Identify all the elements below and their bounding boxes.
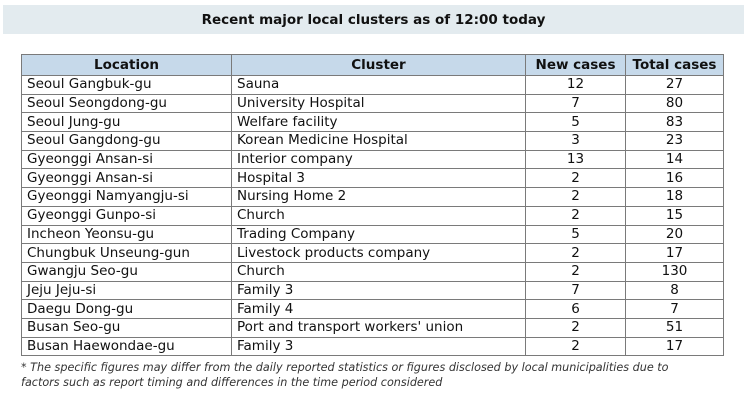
cell-location: Seoul Gangdong-gu — [22, 132, 232, 151]
cell-total-cases: 15 — [626, 206, 724, 225]
table-row — [22, 225, 724, 244]
column-header-total-cases: Total cases — [626, 55, 724, 76]
cell-location: Busan Haewondae-gu — [22, 337, 232, 356]
cell-new-cases: 7 — [526, 94, 626, 113]
page-title: Recent major local clusters as of 12:00 today — [201, 11, 546, 28]
table-row — [22, 76, 724, 95]
cell-new-cases: 2 — [526, 318, 626, 337]
cell-total-cases: 23 — [626, 132, 724, 151]
cell-cluster: University Hospital — [232, 94, 526, 113]
table-row — [22, 206, 724, 225]
table-row — [22, 262, 724, 281]
cell-location: Gyeonggi Ansan-si — [22, 169, 232, 188]
cell-new-cases: 2 — [526, 169, 626, 188]
cell-total-cases: 14 — [626, 150, 724, 169]
table-row — [22, 169, 724, 188]
cell-new-cases: 5 — [526, 113, 626, 132]
cell-new-cases: 6 — [526, 300, 626, 319]
cell-cluster: Family 3 — [232, 281, 526, 300]
cell-cluster: Trading Company — [232, 225, 526, 244]
cell-total-cases: 80 — [626, 94, 724, 113]
table-row — [22, 281, 724, 300]
cell-total-cases: 83 — [626, 113, 724, 132]
cell-total-cases: 16 — [626, 169, 724, 188]
cell-new-cases: 2 — [526, 188, 626, 207]
cell-cluster: Hospital 3 — [232, 169, 526, 188]
cell-location: Chungbuk Unseung-gun — [22, 244, 232, 263]
cell-total-cases: 18 — [626, 188, 724, 207]
cell-location: Gyeonggi Ansan-si — [22, 150, 232, 169]
page-title-bar — [3, 5, 744, 34]
footnote: * The specific figures may differ from the daily reported statistics or figures disclosed by local municipalities due to factors such as report timing and differences in the time period considered — [21, 361, 669, 389]
cell-location: Busan Seo-gu — [22, 318, 232, 337]
table-row — [22, 188, 724, 207]
table-row — [22, 337, 724, 356]
cell-location: Gyeonggi Gunpo-si — [22, 206, 232, 225]
cell-total-cases: 17 — [626, 337, 724, 356]
cell-total-cases: 130 — [626, 262, 724, 281]
cell-new-cases: 12 — [526, 76, 626, 95]
cell-total-cases: 20 — [626, 225, 724, 244]
cell-cluster: Nursing Home 2 — [232, 188, 526, 207]
cell-new-cases: 5 — [526, 225, 626, 244]
cell-new-cases: 2 — [526, 337, 626, 356]
cell-total-cases: 17 — [626, 244, 724, 263]
column-header-new-cases: New cases — [526, 55, 626, 76]
cell-cluster: Church — [232, 262, 526, 281]
cell-cluster: Family 3 — [232, 337, 526, 356]
cell-total-cases: 51 — [626, 318, 724, 337]
cell-cluster: Sauna — [232, 76, 526, 95]
cell-new-cases: 13 — [526, 150, 626, 169]
cell-cluster: Korean Medicine Hospital — [232, 132, 526, 151]
table-row — [22, 300, 724, 319]
table-row — [22, 113, 724, 132]
table-body — [22, 76, 724, 356]
table-row — [22, 94, 724, 113]
cell-total-cases: 8 — [626, 281, 724, 300]
cell-location: Seoul Seongdong-gu — [22, 94, 232, 113]
cell-location: Incheon Yeonsu-gu — [22, 225, 232, 244]
cell-location: Gwangju Seo-gu — [22, 262, 232, 281]
cell-new-cases: 2 — [526, 262, 626, 281]
clusters-table — [21, 54, 724, 356]
cell-cluster: Interior company — [232, 150, 526, 169]
cell-total-cases: 27 — [626, 76, 724, 95]
table-header-row — [22, 55, 724, 76]
cell-location: Seoul Gangbuk-gu — [22, 76, 232, 95]
cell-new-cases: 2 — [526, 244, 626, 263]
cell-new-cases: 3 — [526, 132, 626, 151]
column-header-location: Location — [22, 55, 232, 76]
cell-new-cases: 7 — [526, 281, 626, 300]
cell-cluster: Livestock products company — [232, 244, 526, 263]
table-row — [22, 244, 724, 263]
cell-location: Daegu Dong-gu — [22, 300, 232, 319]
cell-cluster: Family 4 — [232, 300, 526, 319]
cell-location: Gyeonggi Namyangju-si — [22, 188, 232, 207]
cell-new-cases: 2 — [526, 206, 626, 225]
table-row — [22, 150, 724, 169]
cell-total-cases: 7 — [626, 300, 724, 319]
cell-cluster: Welfare facility — [232, 113, 526, 132]
table-row — [22, 132, 724, 151]
cell-location: Jeju Jeju-si — [22, 281, 232, 300]
table-row — [22, 318, 724, 337]
cell-cluster: Church — [232, 206, 526, 225]
cell-location: Seoul Jung-gu — [22, 113, 232, 132]
column-header-cluster: Cluster — [232, 55, 526, 76]
cell-cluster: Port and transport workers' union — [232, 318, 526, 337]
